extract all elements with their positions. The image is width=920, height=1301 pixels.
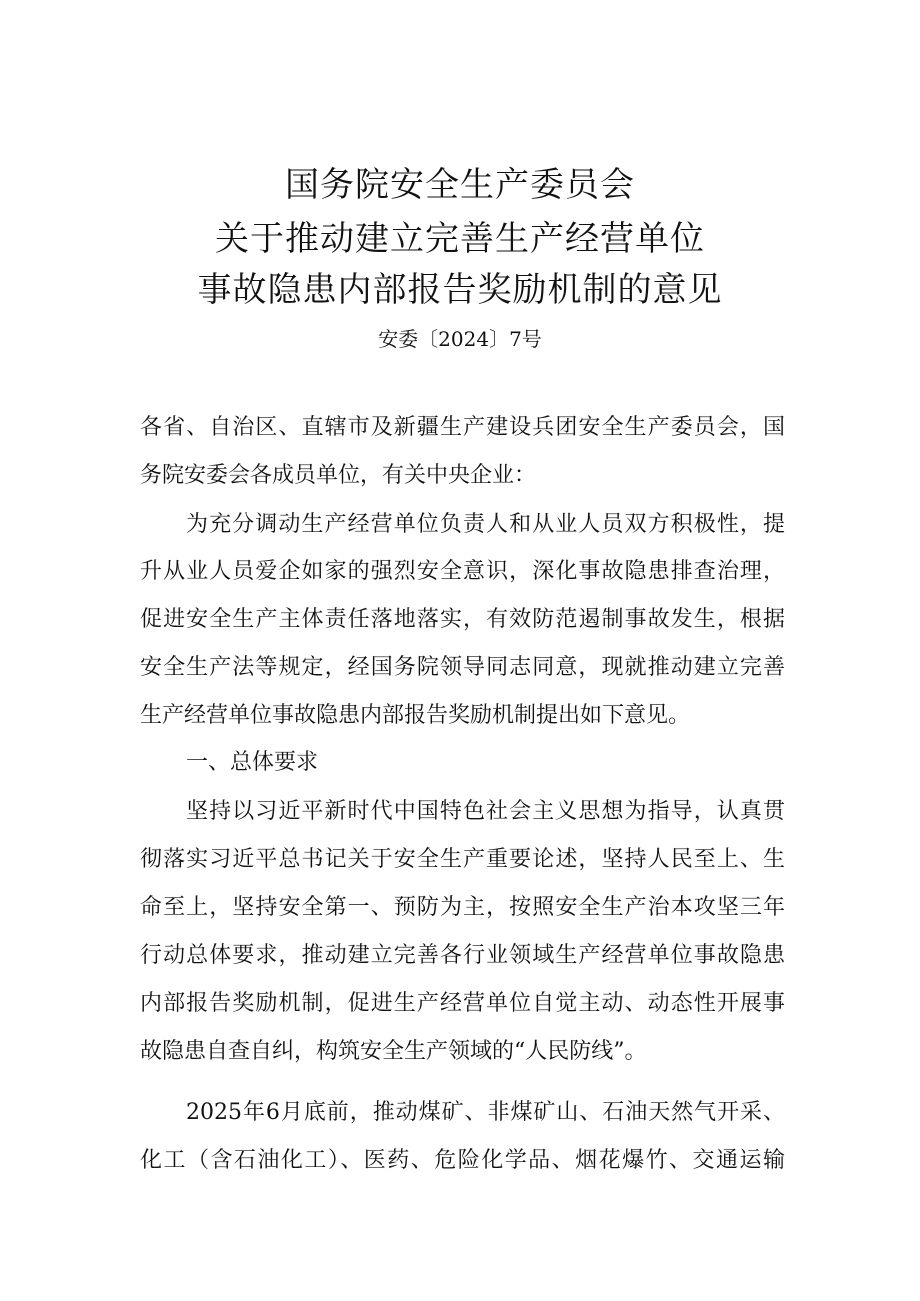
section-heading: 一、总体要求 xyxy=(186,750,319,775)
title-line-1: 国务院安全生产委员会 xyxy=(285,165,635,205)
intro-line-4: 安全生产法等规定，经国务院领导同志同意，现就推动建立完善 xyxy=(140,655,785,680)
title-line-3: 事故隐患内部报告奖励机制的意见 xyxy=(197,270,723,310)
intro-line-3: 促进安全生产主体责任落地落实，有效防范遏制事故发生，根据 xyxy=(140,607,785,632)
addressee-line-1: 各省、自治区、直辖市及新疆生产建设兵团安全生产委员会，国 xyxy=(140,415,785,440)
document-number: 安委〔2024〕7号 xyxy=(378,327,542,351)
timeline-line-1: 2025年6月底前，推动煤矿、非煤矿山、石油天然气开采、 xyxy=(186,1100,785,1125)
intro-line-1: 为充分调动生产经营单位负责人和从业人员双方积极性，提 xyxy=(186,512,785,537)
section-body-line-1: 坚持以习近平新时代中国特色社会主义思想为指导，认真贯 xyxy=(186,799,785,824)
intro-line-2: 升从业人员爱企如家的强烈安全意识，深化事故隐患排查治理， xyxy=(140,559,785,584)
section-body-line-3: 命至上，坚持安全第一、预防为主，按照安全生产治本攻坚三年 xyxy=(140,895,785,920)
title-line-2: 关于推动建立完善生产经营单位 xyxy=(215,219,705,259)
section-body-line-2: 彻落实习近平总书记关于安全生产重要论述，坚持人民至上、生 xyxy=(140,847,785,872)
addressee-line-2: 务院安委会各成员单位，有关中央企业： xyxy=(140,463,537,488)
section-body-line-4: 行动总体要求，推动建立完善各行业领域生产经营单位事故隐患 xyxy=(140,943,785,968)
intro-line-5: 生产经营单位事故隐患内部报告奖励机制提出如下意见。 xyxy=(140,703,691,728)
section-body-line-6: 故隐患自查自纠，构筑安全生产领域的“人民防线”。 xyxy=(140,1039,647,1064)
section-body-line-5: 内部报告奖励机制，促进生产经营单位自觉主动、动态性开展事 xyxy=(140,991,785,1016)
timeline-line-2: 化工（含石油化工）、医药、危险化学品、烟花爆竹、交通运输 xyxy=(140,1148,785,1173)
